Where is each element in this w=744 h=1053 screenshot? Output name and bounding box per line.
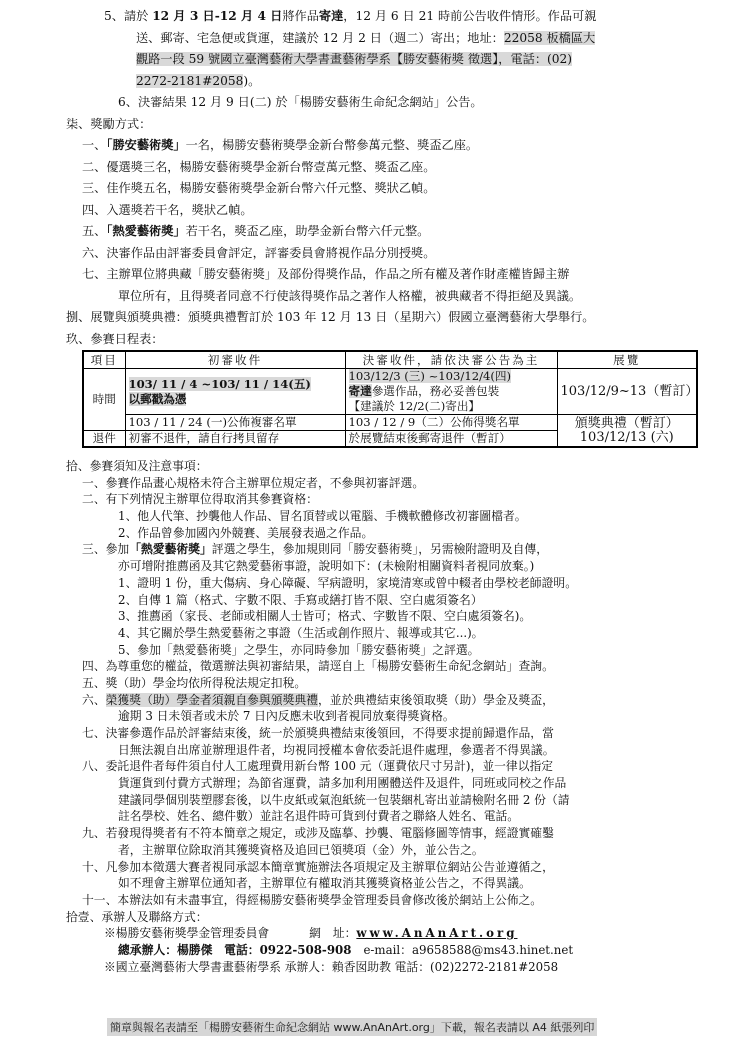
address-highlight: 觀路一段 59 號國立臺灣藝術大學書畫藝術學系【勝安藝術獎 徵選】，電話：(02) [136, 52, 573, 66]
text: 參選作品，務必妥善包裝 [371, 384, 500, 398]
text: 將作品 [282, 9, 319, 23]
send-dates: 12 月 3 日-12 月 4 日 [152, 9, 283, 23]
note-1: 一、參賽作品畫心規格未符合主辦單位規定者，不參與初審評選。 [82, 475, 425, 490]
note-3-3: 3、推薦函（家長、老師或相關人士皆可；格式、字數皆不限、空白處須簽名)。 [118, 609, 532, 624]
note-5: 五、獎（助）學金均依所得稅法規定扣稅。 [82, 675, 307, 690]
item-number: 六、 [82, 692, 106, 707]
note-2: 二、有下列情況主辦單位得取消其參賽資格： [82, 492, 318, 507]
header-exhibition: 展覽 [557, 351, 697, 369]
text: )。 [243, 73, 261, 88]
postmark-note: 以郵戳為憑 [128, 391, 187, 406]
text: ，並於典禮結束後領取獎（助）學金及獎盃， [317, 692, 554, 707]
text: 請於 [123, 9, 153, 23]
main-contact: 總承辦人：楊勝傑 電話：0922-508-908 [118, 942, 352, 957]
section-11-title: 拾壹、承辦人及聯絡方式： [66, 909, 208, 924]
text: 一名，楊勝安藝術獎學金新台幣參萬元整、獎盃乙座。 [185, 138, 479, 152]
note-3-4: 4、其它關於學生熱愛藝術之事證（生活或創作照片、報導或其它...)。 [118, 625, 484, 640]
schedule-table [82, 350, 698, 448]
arrive-emphasis: 寄達 [348, 384, 372, 398]
website-link[interactable]: www.AnAnArt.org [356, 926, 518, 941]
contact-main [0, 942, 744, 959]
award-7-line1: 七、主辦單位將典藏「勝安藝術獎」及部份得獎作品，作品之所有權及著作財產權皆歸主辦 [82, 267, 570, 281]
table-header-row [83, 351, 697, 369]
table-row [83, 415, 697, 431]
item5-line2 [0, 28, 744, 50]
note-7-line2: 日無法親自出席並辦理退件者，均視同授權本會依委託退件處理，參選者不得異議。 [118, 742, 555, 757]
text: 送、郵寄、宅急便或貨運，建議於 12 月 2 日（週二）寄出；地址： [136, 30, 504, 45]
note-3-5: 5、參加「熱愛藝術獎」之學生，亦同時參加「勝安藝術獎」之評選。 [118, 642, 480, 657]
note-7-line1: 七、決審參選作品於評審結束後，統一於頒獎典禮結束後領回，不得要求提前歸還作品，當 [82, 726, 554, 740]
award-name: 「熱愛藝術獎」 [106, 224, 186, 238]
item5-line4 [0, 71, 744, 93]
header-final: 決審收件，請依決審公告為主 [345, 351, 557, 369]
award-3: 三、佳作獎五名，楊勝安藝術獎學金新台幣六仟元整、獎狀乙幀。 [82, 181, 436, 195]
section-7-title: 柒、獎勵方式： [66, 116, 152, 131]
address-highlight: 22058 板橋區大 [503, 30, 596, 45]
item-number: 5、 [104, 9, 124, 23]
section-8: 捌、展覽與頒獎典禮：頒獎典禮暫訂於 103 年 12 月 13 日（星期六）假國立臺灣藝術大學舉行。 [66, 310, 595, 324]
row-label-time: 時間 [83, 369, 125, 431]
note-11: 十一、本辦法如有未盡事宜，得經楊勝安藝術獎學金管理委員會修改後於網站上公佈之。 [82, 892, 543, 907]
section-9-title: 玖、參賽日程表： [66, 331, 164, 346]
phone-highlight: 2272-2181#2058 [136, 73, 244, 88]
section-10-title: 拾、參賽須知及注意事項： [66, 459, 208, 473]
note-2-2: 2、作品曾參加國內外競賽、美展發表過之作品。 [118, 525, 374, 540]
award-1 [0, 135, 744, 157]
prelim-receive-cell [125, 369, 345, 415]
award-4: 四、入選獎若干名，獎狀乙幀。 [82, 202, 253, 217]
send-suggestion: 【建議於 12/2(二)寄出】 [348, 399, 481, 413]
top-section [0, 6, 744, 350]
ceremony-date: 103/12/13 (六) [579, 429, 674, 445]
note-2-1: 1、他人代筆、抄襲他人作品、冒名頂替或以電腦、手機軟體修改初審圖檔者。 [118, 509, 527, 524]
bottom-section [0, 458, 744, 975]
note-9-line2: 者，主辦單位除取消其獲獎資格及追回已領獎項（金）外，並公告之。 [118, 842, 484, 857]
site-label: 網 址： [309, 926, 357, 941]
note-9-line1: 九、若發現得獎者有不符本簡章之規定，或涉及臨摹、抄襲、電腦修圖等情事，經證實確鑿 [82, 826, 554, 841]
ceremony-highlight: 榮獲獎（助）學金者須親自參與頒獎典禮 [105, 692, 318, 707]
note-8-line2: 貨運貨到付費方式辦理；為節省運費，請多加利用團體送件及退件，同班或同校之作品 [118, 776, 567, 791]
note-8-line4: 註名學校、姓名、總件數）並註名退件時可貨到付費者之聯絡人姓名、電話。 [118, 809, 520, 824]
final-announce-cell: 103 / 12 / 9（二）公佈得獎名單 [345, 415, 557, 431]
row-label-return: 退件 [83, 431, 125, 448]
note-3-1: 1、證明 1 份，重大傷病、身心障礙、罕病證明，家境清寒或曾中輟者由學校老師證明。 [118, 575, 577, 590]
note-10-line1: 十、凡參加本徵選大賽者視同承認本簡章實施辦法各項規定及主辦單位網站公告並遵循之， [82, 859, 554, 874]
award-5 [0, 221, 744, 243]
note-6 [0, 692, 744, 709]
ceremony-label: 頒獎典禮（暫訂） [574, 415, 679, 431]
award-2: 二、優選獎三名，楊勝安藝術獎學金新台幣壹萬元整、獎盃乙座。 [82, 159, 436, 174]
text: 若干名，獎盃乙座，助學金新台幣六仟元整。 [185, 224, 430, 238]
contact-university: ※國立臺灣藝術大學書畫藝術學系 承辦人：賴香囡助教 電話：(02)2272-2181#2058 [104, 959, 559, 974]
text: 評選之學生，參加規則同「勝安藝術獎」，另需檢附證明及自傳， [211, 542, 549, 557]
note-6-line2: 逾期 3 日未領者或未於 7 日內反應未收到者視同放棄得獎資格。 [118, 709, 455, 724]
note-8-line1: 八、委託退件者每件須自付人工處理費用新台幣 100 元（運費依尺寸另計)，並一律以指定 [82, 759, 554, 774]
contact-org [0, 925, 744, 942]
final-dates: 103/12/3 (三) ~103/12/4(四) [348, 369, 512, 383]
note-3 [0, 541, 744, 558]
note-10-line2: 如不理會主辦單位通知者，主辦單位有權取消其獲獎資格並公告之，不得異議。 [118, 876, 531, 891]
prelim-dates: 103/ 11 / 4 ~103/ 11 / 14(五) [128, 376, 311, 391]
org-name: ※楊勝安藝術獎學金管理委員會 [104, 926, 270, 941]
note-3-line2: 亦可增附推薦函及其它熱愛藝術事證，說明如下：(未檢附相關資料者視同放棄。) [118, 559, 535, 574]
item5-line1 [0, 6, 744, 28]
award-7-line2: 單位所有，且得獎者同意不行使該得獎作品之著作人格權，被典藏者不得拒絕及異議。 [118, 288, 582, 303]
arrive-emphasis: 寄達 [318, 9, 344, 23]
item-number: 五、 [82, 224, 107, 238]
item5-line3 [0, 49, 744, 71]
table-row [83, 369, 697, 415]
final-receive-cell [345, 369, 557, 415]
award-name: 「熱愛藝術獎」 [129, 542, 212, 557]
item-number: 一、 [82, 138, 107, 152]
header-item: 項目 [83, 351, 125, 369]
text: 三、參加 [82, 542, 130, 557]
prelim-announce-cell: 103 / 11 / 24 (一)公佈複審名單 [125, 415, 345, 431]
note-8-line3: 建議同學個別裝塑膠套後，以牛皮紙或氣泡紙統一包裝綑札寄出並請檢附名冊 2 份（請 [118, 792, 570, 807]
item6: 6、決審結果 12 月 9 日(二) 於「楊勝安藝術生命紀念網站」公告。 [118, 95, 483, 109]
note-3-2: 2、自傳 1 篇（格式、字數不限、手寫或繕打皆不限、空白處須簽名） [118, 592, 483, 607]
award-6: 六、決審作品由評審委員會評定，評審委員會將視作品分別授獎。 [82, 245, 436, 260]
note-4: 四、為尊重您的權益，徵選辦法與初審結果，請逕自上「楊勝安藝術生命紀念網站」查詢。 [82, 659, 554, 674]
email-link[interactable]: e-mail：a9658588@ms43.hinet.net [363, 942, 574, 957]
ceremony-cell [557, 415, 697, 448]
award-name: 「勝安藝術獎」 [106, 138, 186, 152]
exhibition-cell: 103/12/9~13（暫訂） [557, 369, 697, 415]
final-return-cell: 於展覽結束後郵寄退件（暫訂） [345, 431, 557, 448]
prelim-return-cell: 初審不退件，請自行拷貝留存 [125, 431, 345, 448]
footer-banner: 簡章與報名表請至「楊勝安藝術生命紀念網站 www.AnAnArt.org」下載，報名表請以 A4 紙張列印 [107, 1018, 597, 1036]
header-prelim: 初審收件 [125, 351, 345, 369]
text: ，12 月 6 日 21 時前公告收件情形。作品可親 [343, 9, 597, 23]
